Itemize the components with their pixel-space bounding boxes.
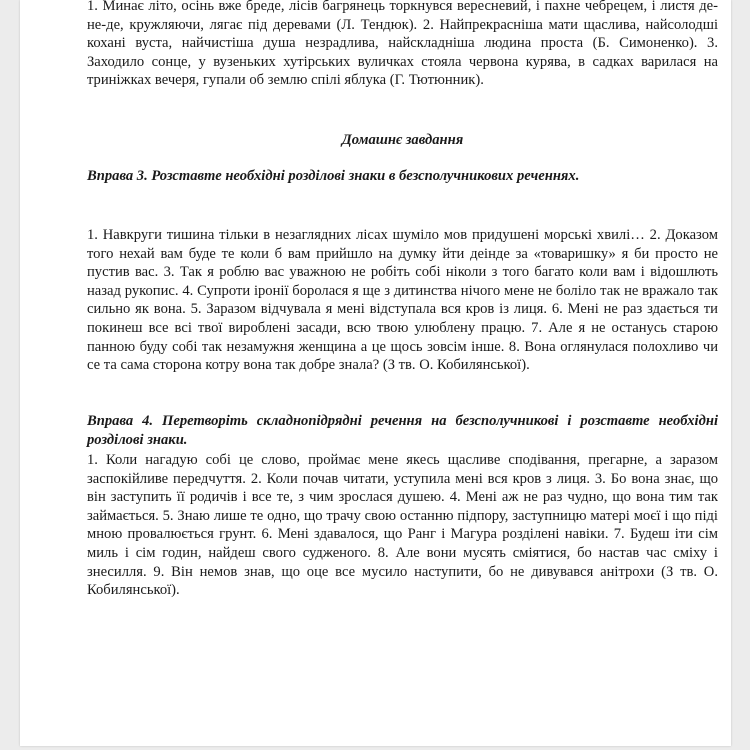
homework-heading: Домашнє завдання — [341, 132, 464, 148]
exercise-3-title: Вправа 3. Розставте необхідні розділові знаки в безсполучникових реченнях. — [87, 168, 580, 184]
exercise-4-title: Вправа 4. Перетворіть складнопідрядні речення на безсполучникові і розставте необхідні розділові знаки. — [87, 413, 718, 448]
document-page — [20, 0, 731, 746]
exercise-4-text: 1. Коли нагадую собі це слово, проймає мене якесь щасливе сподівання, прегарне, а заразом заспокійливе передчуття. 2. Коли почав читати, уступила мені вся кров з лиця. 3. Бо вона знає, що він заступить її родичів і все те, з чим зрослася душею. 4. Мені аж не раз чудно, що вона тим так займається. 5. Знаю лише те одно, що трачу свою останню підпору, заступницю матері моєї і що піді мною провалюється грунт. 6. Мені здавалося, що Ранг і Магура розділені навіки. 7. Будеш іти сім миль і сім годин, найдеш свого судженого. 8. Але вони мусять сміятися, бо настав час сміху і знесилля. 9. Він немов знав, що оце все мусило наступити, бо не дивувався анітрохи (З тв. О. Кобилянської). — [87, 452, 718, 599]
exercise-3-text: 1. Навкруги тишина тільки в незаглядних лісах шуміло мов придушені морські хвилі… 2. Доказом того нехай вам буде те коли б вам прийшло на думку йти деінде за «товаришку» я би просто не пустив вас. 3. Так я роблю вас уважною не робіть собі ніколи з того багато коли вам і відошлють назад рукопис. 4. Супроти іронії боролася я ще з дитинства нічого мене не боліло так не вражало так сильно як вона. 5. Заразом відчувала я мені відступала вся кров із лиця. 6. Мені не раз здається ти покинеш все всі твої вироблені засади, всю твою улюблену працю. 7. Але я не останусь старою панною буду собі так незамужня женщина а це щось зовсім інше. 8. Вона оглянулася полохливо чи се та сама сторона котру вона так добре знала? (З тв. О. Кобилянської). — [87, 227, 718, 374]
intro-paragraph: 1. Минає літо, осінь вже бреде, лісів багрянець торкнувся вересневий, і пахне чебрецем, і листя де-не-де, кружляючи, лягає під деревами (Л. Тендюк). 2. Найпрекрасніша мати щаслива, найсолодші кохані вуста, найчистіша душа незрадлива, найскладніша людина проста (Б. Симоненко). 3. Заходило сонце, у вузеньких хутірських вуличках стояла червона курява, в садках варилася на триніжках вечеря, гупали об землю спілі яблука (Г. Тютюнник). — [87, 0, 718, 89]
